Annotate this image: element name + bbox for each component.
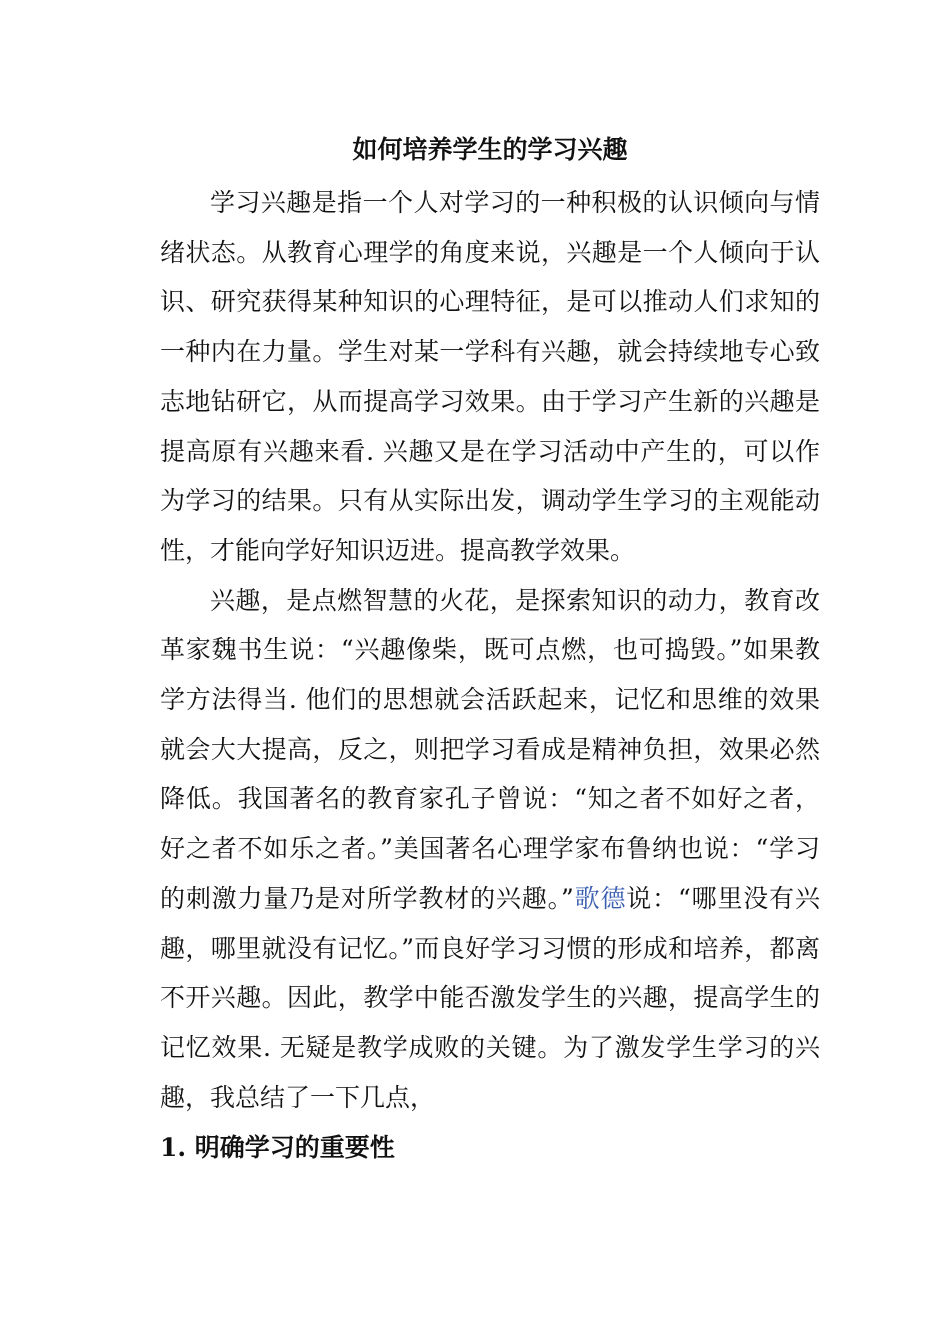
goethe-link[interactable]: 歌德: [573, 883, 627, 913]
paragraph-quotes: [160, 576, 820, 1123]
paragraph-intro: 学习兴趣是指一个人对学习的一种积极的认识倾向与情绪状态。从教育心理学的角度来说，兴趣是一个人倾向于认识、研究获得某种知识的心理特征，是可以推动人们求知的一种内在力量。学生对某一学科有兴趣，就会持续地专心致志地钻研它，从而提高学习效果。由于学习产生新的兴趣是提高原有兴趣来看. 兴趣又是在学习活动中产生的，可以作为学习的结果。只有从实际出发，调动学生学习的主观能动性，才能向学好知识迈进。提高教学效果。: [160, 188, 820, 565]
document-page: [160, 122, 820, 1174]
section-heading-1: 1. 明确学习的重要性: [160, 1133, 395, 1163]
paragraph-quotes-text-2: 说：“哪里没有兴趣，哪里就没有记忆。”而良好学习习惯的形成和培养，都离不开兴趣。因此，教学中能否激发学生的兴趣，提高学生的记忆效果. 无疑是教学成败的关键。为了激发学生学习的兴趣，我总结了一下几点，: [160, 883, 820, 1112]
document-title: 如何培养学生的学习兴趣: [352, 135, 628, 164]
paragraph-quotes-text-1: 兴趣，是点燃智慧的火花，是探索知识的动力，教育改革家魏书生说：“兴趣像柴，既可点燃，也可捣毁。”如果教学方法得当. 他们的思想就会活跃起来，记忆和思维的效果就会大大提高，反之，则把学习看成是精神负担，效果必然降低。我国著名的教育家孔子曾说：“知之者不如好之者，好之者不如乐之者。”美国著名心理学家布鲁纳也说：“学习的刺激力量乃是对所学教材的兴趣。”: [160, 585, 820, 913]
